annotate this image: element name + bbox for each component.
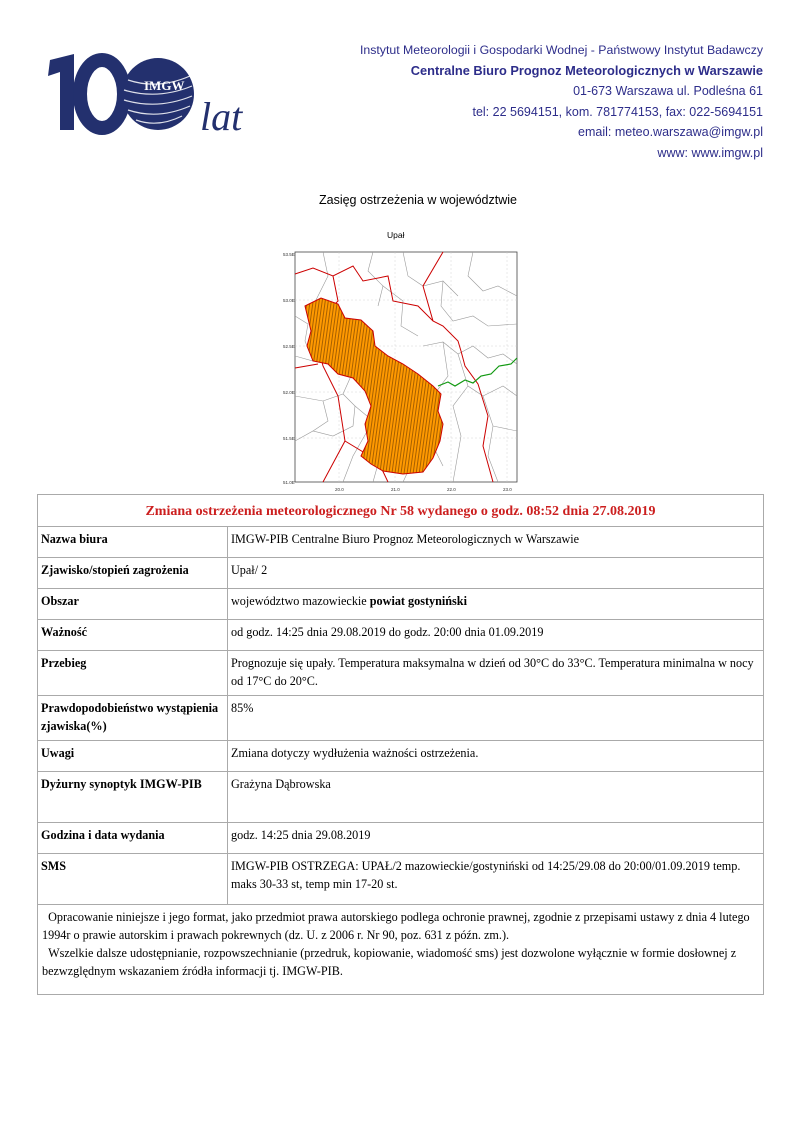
row-value-office: IMGW-PIB Centralne Biuro Prognoz Meteorologicznych w Warszawie xyxy=(228,527,764,558)
svg-text:lat: lat xyxy=(200,94,243,139)
row-key-office: Nazwa biura xyxy=(38,527,228,558)
table-row xyxy=(38,558,764,589)
warning-table xyxy=(37,494,764,995)
copyright-notice xyxy=(38,905,764,995)
row-value-validity: od godz. 14:25 dnia 29.08.2019 do godz. 20:00 dnia 01.09.2019 xyxy=(228,620,764,651)
row-key-phenomenon: Zjawisko/stopień zagrożenia xyxy=(38,558,228,589)
phone: tel: 22 5694151, kom. 781774153, fax: 022-5694151 xyxy=(472,104,763,119)
row-value-forecaster: Grażyna Dąbrowska xyxy=(228,772,764,823)
lon-tick-label: 23.0 xyxy=(503,487,512,492)
lon-tick-label: 21.0 xyxy=(391,487,400,492)
lat-tick-label: 52.0E xyxy=(283,390,295,395)
copyright-paragraph: Opracowanie niniejsze i jego format, jako przedmiot prawa autorskiego podlega ochronie prawnej, zgodnie z przepisami ustawy z dnia 4 lutego 1994r o prawie autorskim i prawach pokrewnych (dz. U. z 2006 r. Nr 90, poz. 631 z późn. zm.). xyxy=(42,910,750,942)
website[interactable]: www: www.imgw.pl xyxy=(657,145,763,160)
row-key-area: Obszar xyxy=(38,589,228,620)
row-key-issue-time: Godzina i data wydania xyxy=(38,823,228,854)
row-key-probability: Prawdopodobieństwo wystąpienia zjawiska(%) xyxy=(38,696,228,741)
row-key-sms: SMS xyxy=(38,854,228,905)
table-row xyxy=(38,854,764,905)
table-row xyxy=(38,741,764,772)
area-district: powiat gostyniński xyxy=(369,594,467,608)
redistribution-paragraph: Wszelkie dalsze udostępnianie, rozpowszechnianie (przedruk, kopiowanie, wiadomość sms) jest dozwolone wyłącznie w formie dosłownej z bezwzględnym wskazaniem źródła informacji tj. IMGW-PIB. xyxy=(42,946,737,978)
row-value-probability: 85% xyxy=(228,696,764,741)
row-value-phenomenon: Upał/ 2 xyxy=(228,558,764,589)
lon-tick-label: 20.0 xyxy=(335,487,344,492)
row-value-remarks: Zmiana dotyczy wydłużenia ważności ostrzeżenia. xyxy=(228,741,764,772)
row-value-course: Prognozuje się upały. Temperatura maksymalna w dzień od 30°C do 33°C. Temperatura minimalna w nocy od 17°C do 20°C. xyxy=(228,651,764,696)
lat-tick-label: 51.0E xyxy=(283,480,295,485)
row-key-validity: Ważność xyxy=(38,620,228,651)
lon-tick-label: 22.0 xyxy=(447,487,456,492)
email[interactable]: email: meteo.warszawa@imgw.pl xyxy=(578,125,763,139)
imgw-100-lat-logo xyxy=(40,50,250,140)
table-row xyxy=(38,589,764,620)
table-row xyxy=(38,527,764,558)
row-key-course: Przebieg xyxy=(38,651,228,696)
table-row xyxy=(38,772,764,823)
table-row xyxy=(38,696,764,741)
warning-heading: Zmiana ostrzeżenia meteorologicznego Nr 58 wydanego o godz. 08:52 dnia 27.08.2019 xyxy=(38,495,764,527)
logo-badge-text: IMGW xyxy=(144,78,185,93)
row-value-issue-time: godz. 14:25 dnia 29.08.2019 xyxy=(228,823,764,854)
lat-tick-label: 53.0E xyxy=(283,298,295,303)
address: 01-673 Warszawa ul. Podleśna 61 xyxy=(573,84,763,98)
row-value-area xyxy=(228,589,764,620)
warning-map xyxy=(283,246,523,496)
lat-tick-label: 51.5E xyxy=(283,436,295,441)
table-row xyxy=(38,651,764,696)
row-value-sms: IMGW-PIB OSTRZEGA: UPAŁ/2 mazowieckie/gostyniński od 14:25/29.08 do 20:00/01.09.2019 temp. maks 30-33 st, temp min 17-20 st. xyxy=(228,854,764,905)
map-title: Upał xyxy=(387,230,405,240)
institute-name: Instytut Meteorologii i Gospodarki Wodnej - Państwowy Instytut Badawczy xyxy=(359,43,763,57)
table-row xyxy=(38,620,764,651)
office-name: Centralne Biuro Prognoz Meteorologicznych w Warszawie xyxy=(410,62,763,78)
row-key-remarks: Uwagi xyxy=(38,741,228,772)
map-caption: Zasięg ostrzeżenia w województwie xyxy=(318,193,517,207)
lat-tick-label: 52.5E xyxy=(283,344,295,349)
row-key-forecaster: Dyżurny synoptyk IMGW-PIB xyxy=(38,772,228,823)
area-voivodeship: województwo mazowieckie xyxy=(231,594,370,608)
table-row xyxy=(38,823,764,854)
lat-tick-label: 53.5E xyxy=(283,252,295,257)
institute-info xyxy=(360,40,763,163)
